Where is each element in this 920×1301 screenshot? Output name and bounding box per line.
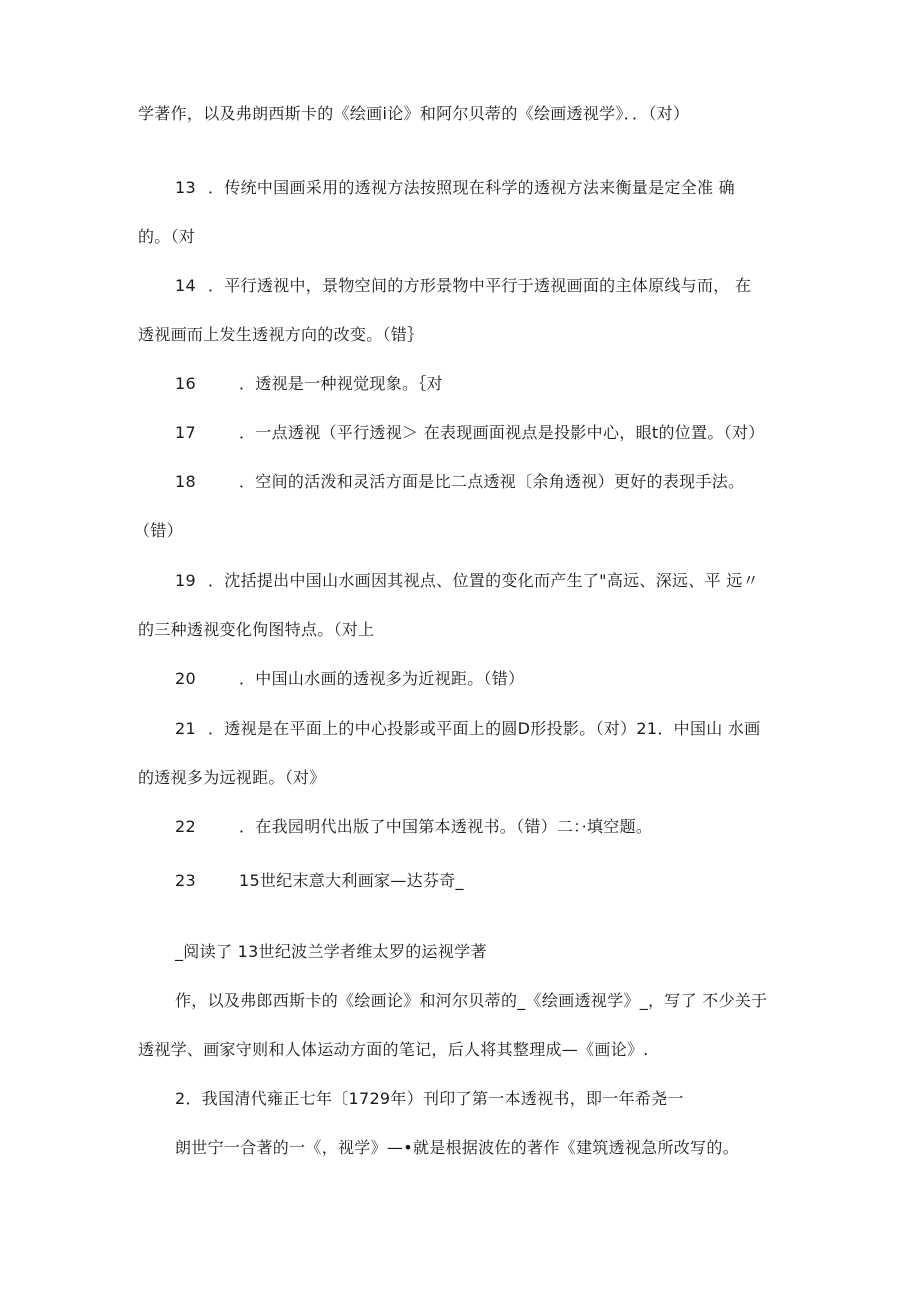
text-line [134,520,183,542]
numbered-item-17 [175,422,765,444]
line-text: 作，以及弗郎西斯卡的《绘画论》和河尔贝蒂的_《绘画透视学》_，写了 不少关于 [175,991,768,1010]
item-number: 20 [175,669,196,688]
line-text: 的。（对 [138,227,196,246]
item-number: 22 [175,817,196,836]
numbered-item-20 [175,668,524,690]
item-number: 13 [175,178,196,197]
numbered-item-22 [175,816,652,838]
numbered-item-16 [175,373,443,395]
fill-blank-item-2 [175,1088,684,1110]
text-line [138,1039,649,1061]
numbered-item-18 [175,471,744,493]
item-number: 16 [175,374,196,393]
numbered-item-21 [175,718,761,740]
line-text: （错） [134,521,183,540]
line-text: 的三种透视变化佝图特点。（对上 [138,620,375,639]
item-text: ．透视是一种视觉现象。｛对 [239,374,443,393]
item-text: ．传统中国画采用的透视方法按照现在科学的透视方法来衡量是定全准 确 [207,178,735,197]
numbered-item-23 [175,870,464,892]
text-line [138,619,375,641]
text-line [138,767,326,789]
item-number: 17 [175,423,196,442]
line-text: 学著作，以及弗朗西斯卡的《绘画i论》和阿尔贝蒂的《绘画透视学》．．（对） [138,104,690,123]
item-number: 19 [175,571,196,590]
item-text: ．沈括提出中国山水画因其视点、位置的变化而产生了"高远、深远、平 远〃 [207,571,759,590]
text-line [138,103,689,125]
text-line [175,990,768,1012]
item-text: ．平行透视中，景物空间的方形景物中平行于透视画面的主体原线与而， 在 [207,276,752,295]
text-line [175,1137,739,1159]
item-text: ．在我园明代出版了中国第本透视书。（错）二：·填空题。 [239,817,653,836]
item-number: 18 [175,472,196,491]
text-line [175,941,487,963]
item-text: ．空间的活泼和灵活方面是比二点透视〔余角透视）更好的表现手法。 [239,472,745,491]
numbered-item-13 [175,177,735,199]
item-number: 14 [175,276,196,295]
line-text: 朗世宁一合著的一《，视学》—•就是根据波佐的著作《建筑透视急所改写的。 [175,1138,739,1157]
item-text: ．中国山水画的透视多为近视距。（错） [239,669,525,688]
line-text: 2．我国清代雍正七年〔1729年）刊印了第一本透视书，即一年希尧一 [175,1089,684,1108]
line-text: 的透视多为远视距。（对》 [138,768,326,787]
line-text: 透视学、画家守则和人体运动方面的笔记，后人将其整理成—《画论》. [138,1040,649,1059]
line-text: 透视画而上发生透视方向的改变。（错｝ [138,325,424,344]
item-text: ．透视是在平面上的中心投影或平面上的圆D形投影。（对）21．中国山 水画 [207,719,761,738]
item-number: 23 [175,871,196,890]
numbered-item-19 [175,570,759,592]
item-text: ．一点透视（平行透视＞ 在表现画面视点是投影中心，眼t的位置。（对） [239,423,765,442]
line-text: _阅读了 13世纪波兰学者维太罗的运视学著 [175,942,487,961]
text-line [138,324,423,346]
item-text: 15世纪末意大利画家—达芬奇_ [239,871,464,890]
numbered-item-14 [175,275,751,297]
item-number: 21 [175,719,196,738]
text-line [138,226,195,248]
